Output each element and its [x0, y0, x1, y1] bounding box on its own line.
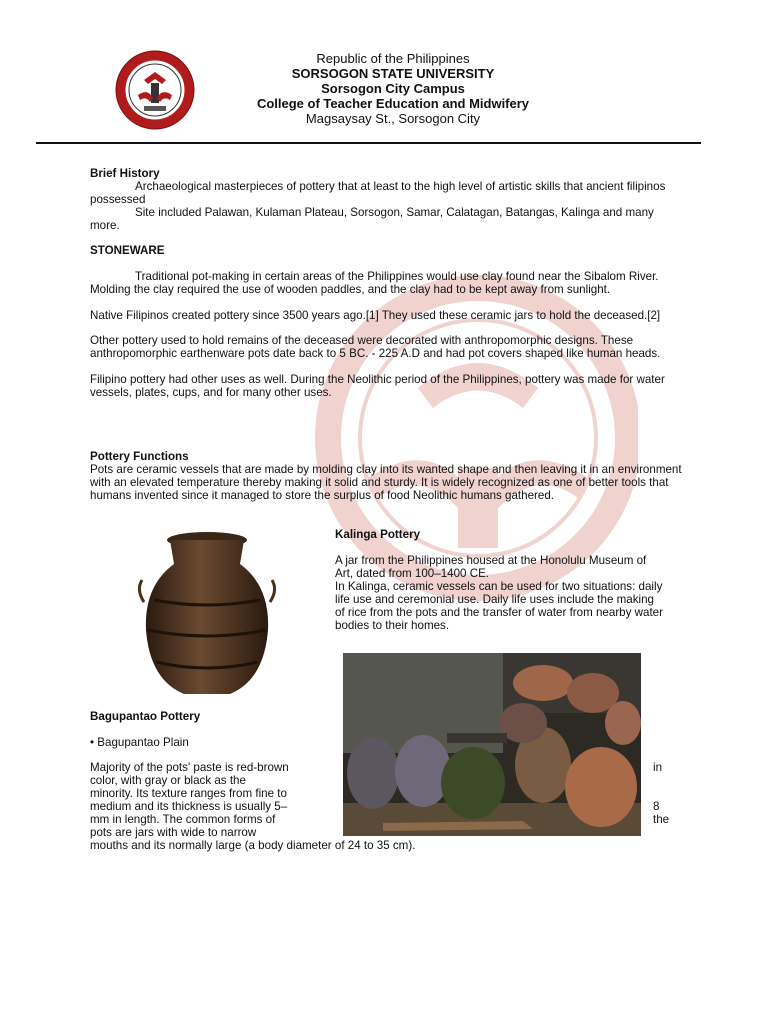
- brief-history-p2: Site included Palawan, Kulaman Plateau, Sorsogon, Samar, Calatagan, Batangas, Kalinga and many more.: [90, 206, 654, 232]
- address-line: Magsaysay St., Sorsogon City: [305, 111, 481, 126]
- kalinga-section: [335, 528, 665, 632]
- college-name: College of Teacher Education and Midwifery: [256, 96, 530, 111]
- bagupantao-line: medium and its thickness is usually 5–: [90, 800, 288, 813]
- bagupantao-right-in: in: [653, 761, 663, 774]
- bagupantao-line: pots are jars with wide to narrow: [90, 826, 257, 839]
- bagupantao-heading: Bagupantao Pottery: [90, 710, 201, 723]
- letterhead: [200, 51, 586, 126]
- bagupantao-right-the: the: [653, 813, 670, 826]
- stoneware-p3: Other pottery used to hold remains of the deceased were decorated with anthropomorphic designs. These anthropomorphic earthenware pots date back to 5 BC. - 225 A.D and had pot covers shaped like human heads.: [90, 334, 661, 360]
- pottery-functions-section: [90, 450, 682, 502]
- university-logo: [108, 50, 202, 130]
- stoneware-p4: Filipino pottery had other uses as well. During the Neolithic period of the Philippines, pottery was made for water vessels, plates, cups, and for many other uses.: [90, 373, 665, 399]
- campus-name: Sorsogon City Campus: [321, 81, 465, 96]
- pottery-functions-p1: Pots are ceramic vessels that are made by molding clay into its wanted shape and then leaving it in an environment with an elevated temperature thereby making it solid and sturdy. It is widely recognized as one of better tools that humans invented since it managed to store the surplus of food Neolithic humans gathered.: [90, 463, 682, 502]
- kalinga-p1: A jar from the Philippines housed at the Honolulu Museum of Art, dated from 100–1400 CE.: [335, 554, 647, 580]
- bagupantao-last-line: mouths and its normally large (a body diameter of 24 to 35 cm).: [90, 839, 416, 852]
- kalinga-jar-image: [134, 530, 280, 700]
- bagupantao-line: mm in length. The common forms of: [90, 813, 276, 826]
- stoneware-p2: Native Filipinos created pottery since 3500 years ago.[1] They used these ceramic jars to hold the deceased.[2]: [90, 309, 661, 322]
- pottery-functions-heading: Pottery Functions: [90, 450, 189, 463]
- bagupantao-line: Majority of the pots' paste is red-brown: [90, 761, 289, 774]
- stoneware-p1: Traditional pot-making in certain areas of the Philippines would use clay found near the Sibalom River. Molding the clay required the use of wooden paddles, and the clay had to be kept away from sunlight.: [90, 270, 659, 296]
- header-divider: [36, 142, 701, 144]
- bagupantao-line: color, with gray or black as the: [90, 774, 246, 787]
- brief-history-heading: Brief History: [90, 167, 160, 180]
- stoneware-section: [90, 244, 682, 399]
- kalinga-p2: In Kalinga, ceramic vessels can be used for two situations: daily life use and ceremonial use. Daily life uses include the making of rice from the pots and the transfer of water from nearby water bodies to their homes.: [335, 580, 663, 632]
- university-name: SORSOGON STATE UNIVERSITY: [291, 66, 495, 81]
- stoneware-heading: STONEWARE: [90, 244, 165, 257]
- bagupantao-pots-photo: [343, 653, 641, 836]
- kalinga-heading: Kalinga Pottery: [335, 528, 421, 541]
- brief-history-p1: Archaeological masterpieces of pottery that at least to the high level of artistic skills that ancient filipinos possessed: [90, 180, 666, 206]
- bagupantao-bullet: • Bagupantao Plain: [90, 736, 189, 749]
- bagupantao-line: minority. Its texture ranges from fine to: [90, 787, 287, 800]
- brief-history-section: [90, 167, 682, 232]
- bagupantao-description: [90, 761, 342, 839]
- bagupantao-right-8: 8: [653, 800, 660, 813]
- republic-line: Republic of the Philippines: [316, 51, 470, 66]
